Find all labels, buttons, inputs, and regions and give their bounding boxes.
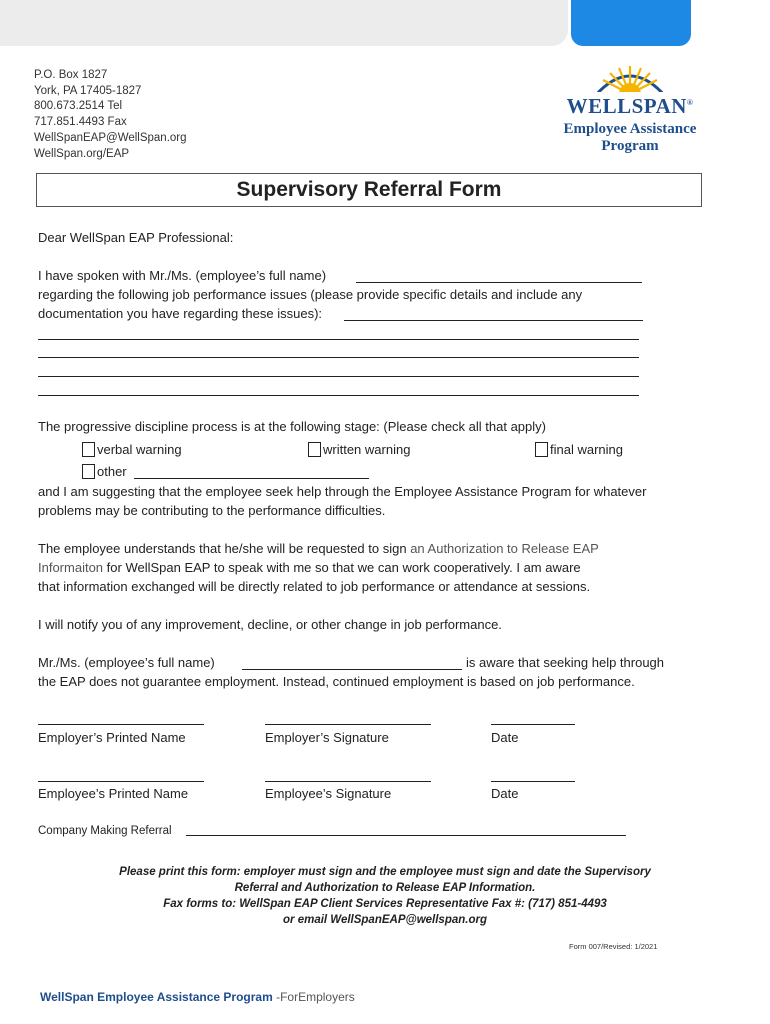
- instructions-line-4: or email WellSpanEAP@wellspan.org: [283, 914, 487, 926]
- employer-printed-name-field[interactable]: [38, 724, 204, 725]
- issues-field-line-4[interactable]: [38, 376, 639, 377]
- contact-po-box: P.O. Box 1827: [34, 69, 108, 81]
- header-tab-blue: [571, 0, 691, 46]
- issues-field-line-5[interactable]: [38, 395, 639, 396]
- footer-program-name: WellSpan Employee Assistance Program: [40, 990, 273, 1004]
- authorization-line-2: [38, 558, 581, 577]
- authorization-link-text-2: Informaiton: [38, 560, 104, 575]
- issues-field-line-2[interactable]: [38, 339, 639, 340]
- instructions-line-2: Referral and Authorization to Release EAP Information.: [234, 882, 536, 894]
- aware-line-1-start: Mr./Ms. (employee’s full name): [38, 655, 215, 670]
- contact-email: WellSpanEAP@WellSpan.org: [34, 131, 187, 144]
- option-verbal-warning: [82, 440, 182, 459]
- company-making-referral-field[interactable]: [186, 835, 626, 836]
- form-title-box: [36, 173, 702, 207]
- employee-signature-field[interactable]: [265, 781, 431, 782]
- employee-printed-name-label: Employee’s Printed Name: [38, 786, 189, 801]
- authorization-line-1-text: The employee understands that he/she will be requested to sign: [38, 541, 411, 556]
- option-final-warning: [535, 440, 623, 459]
- employer-signature-label: Employer’s Signature: [265, 730, 389, 745]
- written-warning-checkbox[interactable]: [308, 442, 321, 457]
- contact-phone: 800.673.2514 Tel: [34, 100, 123, 113]
- other-text-field[interactable]: [134, 478, 369, 479]
- employee-printed-name-field[interactable]: [38, 781, 204, 782]
- instructions-line-1: Please print this form: employer must sign and the employee must sign and date the Supervisory: [119, 866, 651, 878]
- employee-name-field-2[interactable]: [242, 669, 462, 670]
- verbal-warning-label: verbal warning: [97, 442, 182, 457]
- final-warning-label: final warning: [550, 442, 623, 457]
- written-warning-label: written warning: [323, 442, 411, 457]
- employee-signature-label: Employee’s Signature: [265, 786, 392, 801]
- contact-city: York, PA 17405-1827: [34, 84, 142, 97]
- employee-name-field[interactable]: [356, 282, 642, 283]
- employer-printed-name-label: Employer’s Printed Name: [38, 730, 186, 745]
- authorization-line-3: that information exchanged will be directly related to job performance or attendance at sessions.: [38, 579, 591, 594]
- issues-field-line-1[interactable]: [344, 320, 643, 321]
- authorization-line-1: [38, 539, 599, 558]
- aware-line-1-end: is aware that seeking help through: [466, 655, 665, 670]
- greeting: Dear WellSpan EAP Professional:: [38, 230, 234, 245]
- option-other: [82, 462, 127, 481]
- instructions-line-3: Fax forms to: WellSpan EAP Client Services Representative Fax #: (717) 851-4493: [163, 898, 607, 910]
- employer-signature-field[interactable]: [265, 724, 431, 725]
- option-written-warning: [308, 440, 410, 459]
- employer-date-field[interactable]: [491, 724, 575, 725]
- intro-line-2: regarding the following job performance issues (please provide specific details and include any: [38, 287, 583, 302]
- final-warning-checkbox[interactable]: [535, 442, 548, 457]
- authorization-link-text: an Authorization to Release EAP: [410, 541, 599, 556]
- intro-line-3: documentation you have regarding these issues):: [38, 306, 323, 321]
- footer: [40, 990, 355, 1004]
- contact-block: [34, 68, 187, 162]
- sunrise-icon: [555, 58, 705, 98]
- contact-website: WellSpan.org/EAP: [34, 147, 130, 160]
- discipline-prompt: The progressive discipline process is at the following stage: (Please check all that apply): [38, 419, 546, 434]
- contact-fax: 717.851.4493 Fax: [34, 116, 127, 129]
- notify-statement: I will notify you of any improvement, decline, or other change in job performance.: [38, 617, 502, 632]
- suggestion-line-1: and I am suggesting that the employee seek help through the Employee Assistance Program for whatever: [38, 484, 647, 499]
- form-revision: Form 007/Revised: 1/2021: [569, 942, 658, 951]
- other-checkbox[interactable]: [82, 464, 95, 479]
- authorization-line-2-text: for WellSpan EAP to speak with me so that we can work cooperatively. I am aware: [103, 560, 581, 575]
- employer-date-label: Date: [491, 730, 519, 745]
- logo-brand-text: WELLSPAN: [566, 94, 687, 118]
- instructions-block: [40, 864, 730, 928]
- logo-line-2: Program: [601, 138, 659, 154]
- other-label: other: [97, 464, 127, 479]
- employee-date-field[interactable]: [491, 781, 575, 782]
- company-making-referral-label: Company Making Referral: [38, 825, 172, 837]
- form-title: Supervisory Referral Form: [236, 178, 502, 201]
- logo-line-1: Employee Assistance: [563, 121, 697, 137]
- intro-line-1: I have spoken with Mr./Ms. (employee’s full name): [38, 268, 327, 283]
- employee-date-label: Date: [491, 786, 519, 801]
- issues-field-line-3[interactable]: [38, 357, 639, 358]
- footer-audience: -ForEmployers: [272, 990, 355, 1004]
- suggestion-line-2: problems may be contributing to the performance difficulties.: [38, 503, 386, 518]
- verbal-warning-checkbox[interactable]: [82, 442, 95, 457]
- logo-registered-mark: ®: [686, 98, 694, 107]
- header-bar-gray: [0, 0, 568, 46]
- wellspan-eap-logo: [555, 58, 705, 158]
- aware-line-2: the EAP does not guarantee employment. Instead, continued employment is based on job performance.: [38, 674, 635, 689]
